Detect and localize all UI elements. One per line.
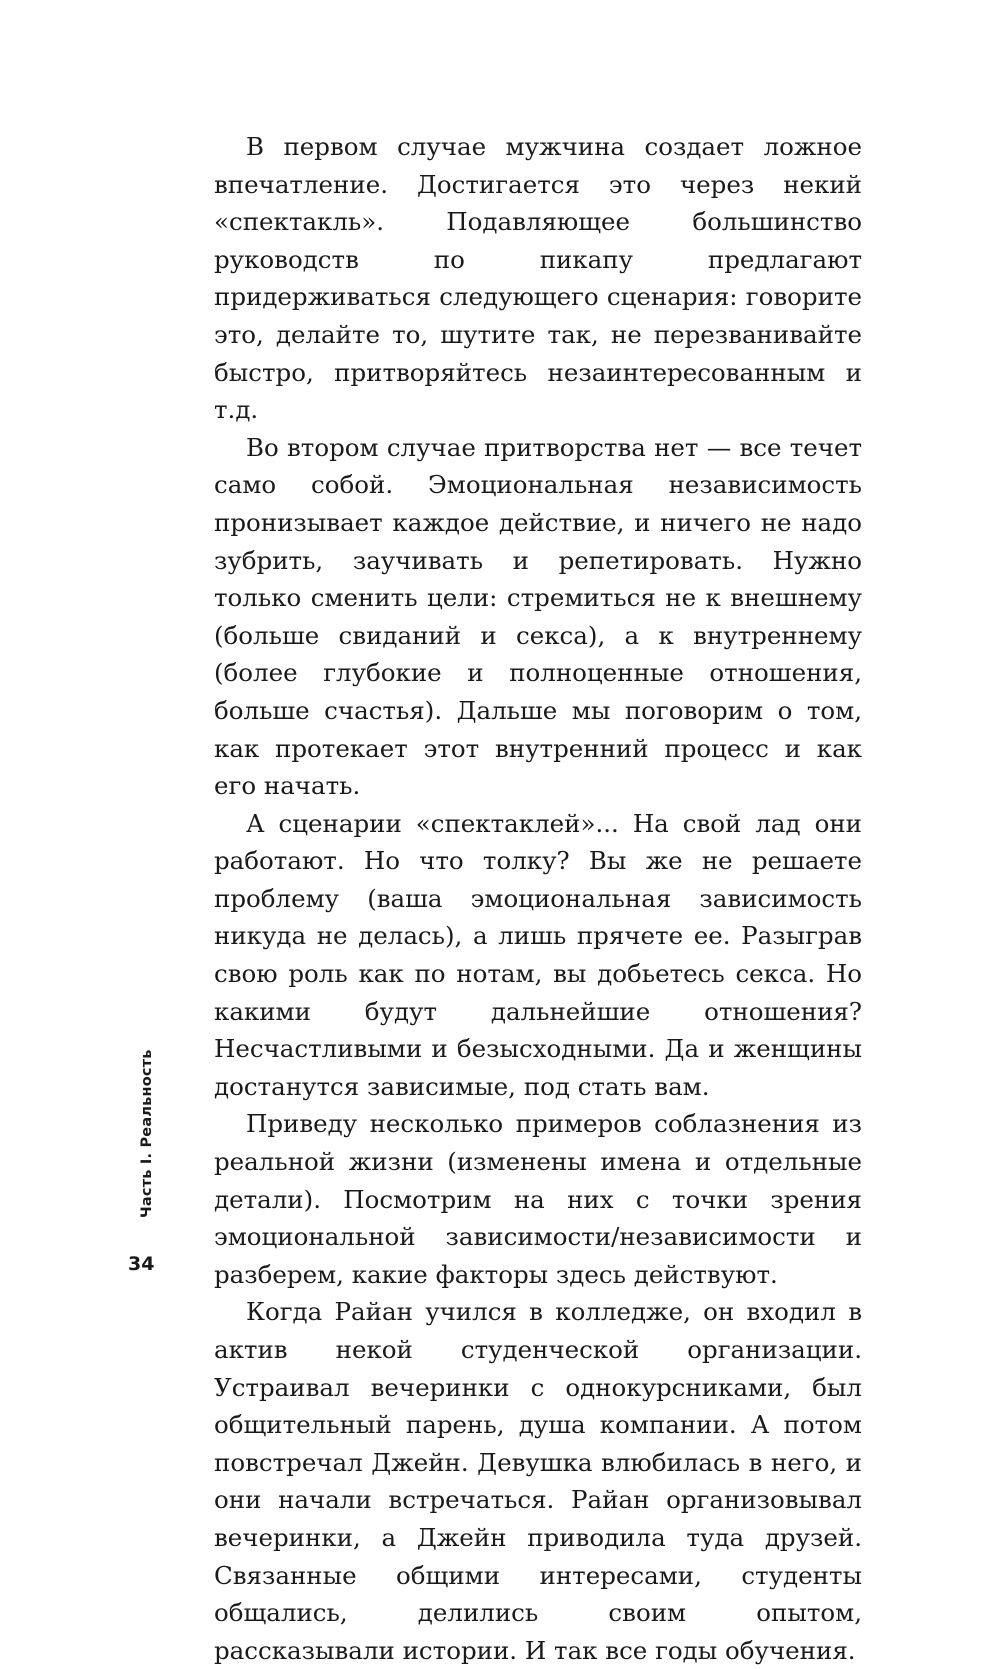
page-number: 34: [128, 1253, 155, 1275]
running-head-text: Часть I. Реальность: [139, 1049, 155, 1218]
paragraph: В первом случае мужчина создает ложное впечатление. Достигается это через некий «спектакль». Подавляющее большинство руководств по пикапу предлагают придерживаться следующего сценария: говорите это, делайте то, шутите так, не перезванивайте быстро, притворяйтесь незаинтересованным и т.д.: [214, 132, 862, 425]
paragraph: А сценарии «спектаклей»... На свой лад они работают. Но что толку? Вы же не решаете проблему (ваша эмоциональная зависимость никуда не делась), а лишь прячете ее. Разыграв свою роль как по нотам, вы добьетесь секса. Но какими будут дальнейшие отношения? Несчастливыми и безысходными. Да и женщины достанутся зависимые, под стать вам.: [214, 808, 862, 1101]
body-text: [214, 128, 862, 1669]
paragraph: Во втором случае притворства нет — все течет само собой. Эмоциональная независимость пронизывает каждое действие, и ничего не надо зубрить, заучивать и репетировать. Нужно только сменить цели: стремиться не к внешнему (больше свиданий и секса), а к внутреннему (более глубокие и полноценные отношения, больше счастья). Дальше мы поговорим о том, как протекает этот внутренний процесс и как его начать.: [214, 432, 862, 801]
paragraph: Когда Райан учился в колледже, он входил в актив некой студенческой организации. Устраивал вечеринки с однокурсниками, был общительный парень, душа компании. А потом повстречал Джейн. Девушка влюбилась в него, и они начали встречаться. Райан организовывал вечеринки, а Джейн приводила туда друзей. Связанные общими интересами, студенты общались, делились своим опытом, рассказывали истории. И так все годы обучения.: [214, 1297, 862, 1665]
paragraph: Приведу несколько примеров соблазнения из реальной жизни (изменены имена и отдельные детали). Посмотрим на них с точки зрения эмоциональной зависимости/независимости и разберем, какие факторы здесь действуют.: [214, 1109, 862, 1289]
